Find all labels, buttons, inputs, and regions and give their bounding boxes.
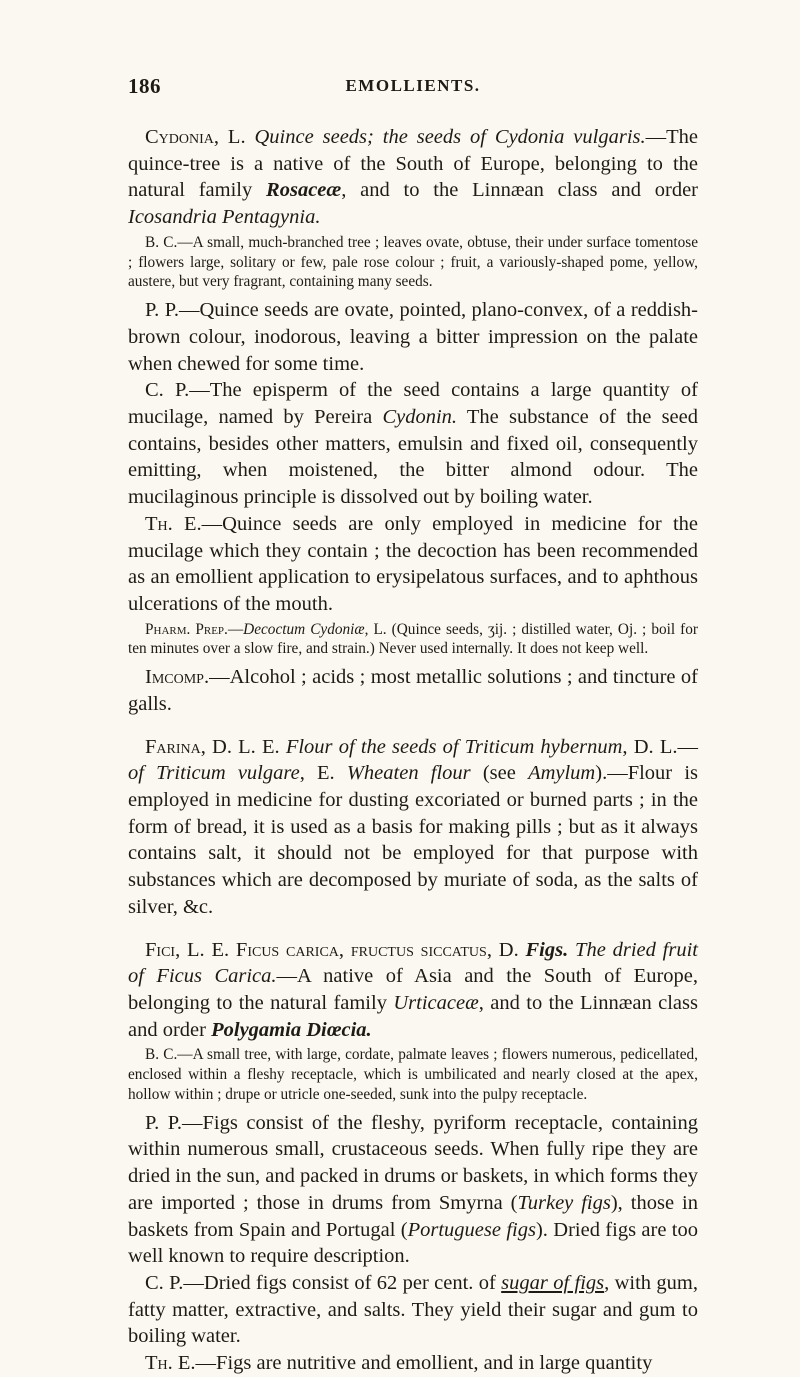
cydonia-physical-properties — [128, 297, 698, 377]
text-run: Polygamia Diœcia. — [211, 1018, 372, 1041]
text-run: ), those in baskets from Spain and Portugal ( — [128, 1191, 698, 1241]
text-run: , E. — [299, 762, 347, 785]
text-run: Wheaten flour — [346, 762, 471, 785]
text-run: B. C.—A small tree, with large, cordate, palmate leaves ; flowers numerous, pedicellated, enclosed within a fleshy receptacle, which is umbilicated and nearly closed at the apex, hollow within ; drupe or utricle one-seeded, sunk into the pulpy receptacle. — [128, 1046, 698, 1103]
text-run: , and to the Linnæan class and order — [341, 179, 698, 202]
text-run: , D. L.— — [622, 735, 698, 758]
text-run: Icosandria Pentagynia. — [128, 206, 321, 229]
page-number: 186 — [128, 74, 161, 98]
text-run: Portuguese figs — [407, 1218, 536, 1241]
text-run: Turkey figs — [517, 1191, 611, 1214]
text-run: sugar of figs — [501, 1271, 605, 1294]
text-run: Ficus carica, fructus siccatus — [235, 938, 487, 961]
text-run: C. P.—The episperm of the seed contains a large quantity of mucilage, named by Pereira — [128, 379, 698, 429]
cydonia-therapeutics — [128, 511, 698, 618]
text-run: P. P.—Figs consist of the fleshy, pyriform receptacle, containing within numerous small, crustaceous seeds. When fully ripe they are dried in the sun, and packed in drums or baskets, in which forms they are imported ; those in drums from Smyrna ( — [128, 1111, 698, 1214]
fici-heading-paragraph — [128, 937, 698, 1044]
text-run: Cydonia — [145, 126, 214, 148]
text-run: Figs. — [525, 938, 569, 961]
text-run: ).—Flour is employed in medicine for dusting excoriated or burned parts ; in the form of bread, it is used as a basis for making pills ; but as it always contains salt, it should not be employed for that purpose with substances which are decomposed by muriate of soda, as the salts of silver, &c. — [128, 762, 698, 918]
text-run: Quince seeds; the seeds of Cydonia vulgaris. — [254, 126, 646, 148]
text-run: Fici — [145, 938, 176, 961]
farina-heading-paragraph — [128, 734, 698, 921]
text-run: —A native of Asia and the South of Europe, belonging to the natural family — [128, 965, 698, 1014]
text-run: Pharm. Prep. — [145, 620, 228, 638]
text-run: Imcomp. — [145, 666, 210, 689]
cydonia-botanical-character — [128, 233, 698, 292]
fici-chemical-properties — [128, 1270, 698, 1350]
text-run: Farina — [145, 735, 201, 758]
text-run: — — [227, 620, 244, 638]
text-run: , with gum, fatty matter, extractive, and salts. They yield their sugar and gum to boiling water. — [128, 1271, 698, 1348]
text-run: P. P.—Quince seeds are ovate, pointed, plano-convex, of a reddish-brown colour, inodorous, leaving a bitter impression on the palate when chewed for some time. — [128, 299, 698, 375]
text-run: The dried fruit of Ficus Carica. — [128, 938, 698, 988]
fici-therapeutics — [128, 1350, 698, 1377]
cydonia-incompatibles — [128, 664, 698, 717]
text-run: Th. — [145, 512, 173, 535]
text-run: of Triticum vulgare — [128, 762, 300, 785]
cydonia-chemical-properties — [128, 377, 698, 511]
text-run: The substance of the seed contains, besides other matters, emulsin and fixed oil, consequently emitting, when moistened, the bitter almond odour. The mucilaginous principle is dissolved out by boiling water. — [128, 406, 699, 509]
text-run: Flour of the seeds of Triticum hybernum — [285, 735, 623, 758]
fici-botanical-character — [128, 1045, 698, 1104]
text-run: , D. L. E. — [200, 735, 286, 758]
text-run: Decoctum Cydoniæ — [243, 620, 365, 638]
text-run: , D. — [486, 938, 526, 961]
text-run: Urticaceæ — [393, 991, 479, 1014]
text-run: —Alcohol ; acids ; most metallic solutions ; and tincture of galls. — [128, 666, 698, 715]
text-run: —The quince-tree is a native of the South of Europe, belonging to the natural family — [128, 126, 698, 202]
text-run: , L. E. — [175, 938, 236, 961]
text-run: , L. — [213, 126, 255, 148]
text-run: Amylum — [528, 762, 596, 785]
page-body — [128, 124, 698, 1377]
text-run: (see — [470, 762, 529, 785]
page-header — [128, 74, 698, 104]
text-run: C. P.—Dried figs consist of 62 per cent. of — [145, 1271, 502, 1294]
text-run: B. C.—A small, much-branched tree ; leaves ovate, obtuse, their under surface tomentose ; flowers large, solitary or few, pale rose colour ; fruit, a variously-shaped pome, yellow, austere, but very fragrant, containing many seeds. — [128, 233, 698, 291]
cydonia-heading-paragraph — [128, 124, 698, 231]
text-run: , and to the Linnæan class and order — [128, 991, 698, 1041]
running-head: EMOLLIENTS. — [345, 76, 481, 95]
text-run: Rosaceæ — [266, 179, 342, 202]
fici-physical-properties — [128, 1110, 698, 1270]
text-run: E.—Quince seeds are only employed in medicine for the mucilage which they contain ; the decoction has been recommended as an emollient application to erysipelatous surfaces, and to aphthous ulcerations of the mouth. — [128, 512, 698, 615]
text-run: Th. — [145, 1352, 173, 1375]
text-run: , L. (Quince seeds, ʒij. ; distilled water, Oj. ; boil for ten minutes over a slow fire, and strain.) Never used internally. It does not keep well. — [128, 620, 698, 658]
cydonia-pharmacopoeia-preparation — [128, 620, 698, 660]
text-run: E.—Figs are nutritive and emollient, and in large quantity — [172, 1352, 653, 1375]
text-run: ). Dried figs are too well known to require description. — [128, 1218, 698, 1268]
text-run: Cydonin. — [382, 406, 458, 429]
